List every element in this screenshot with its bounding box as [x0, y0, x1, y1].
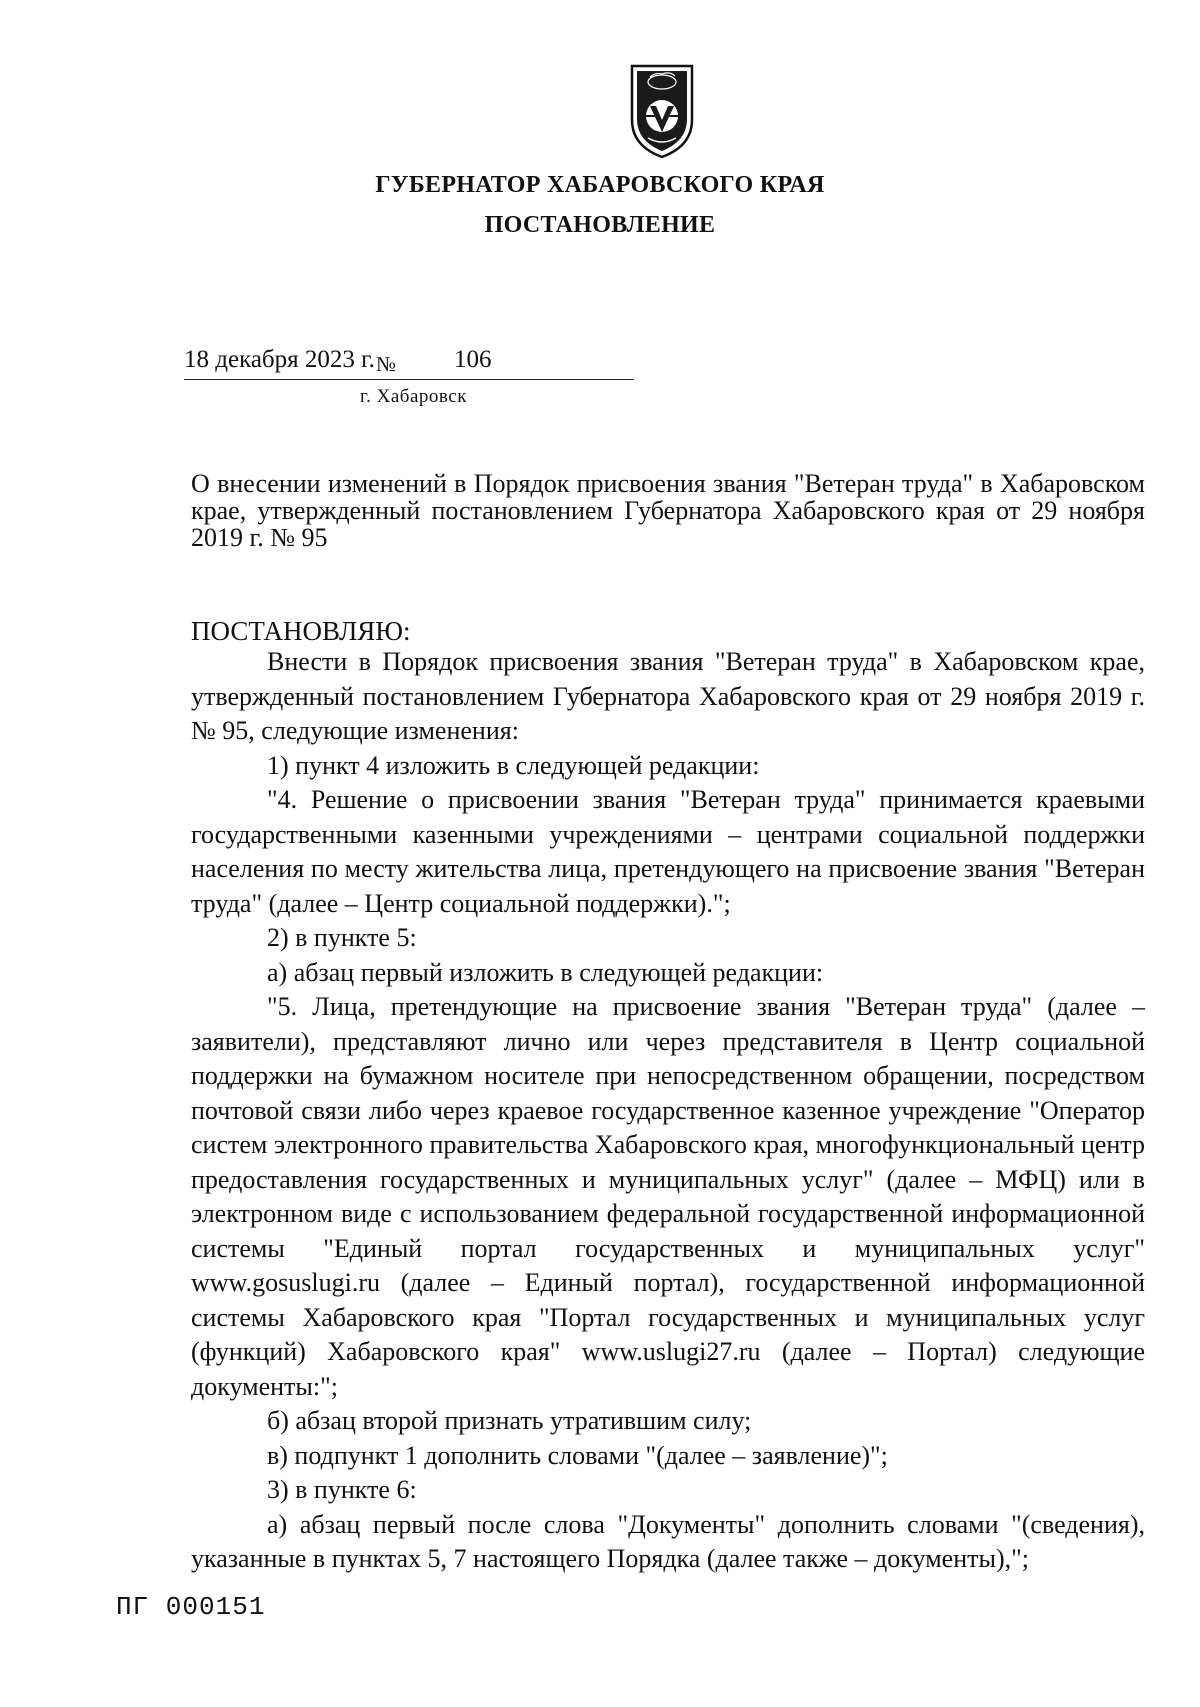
form-serial-code: ПГ 000151 [116, 1592, 266, 1622]
body-paragraph-intro: Внести в Порядок присвоения звания "Ветеран труда" в Хабаровском крае, утвержденный постановлением Губернатора Хабаровского края от 29 ноября 2019 г. № 95, следующие изменения: [191, 647, 1145, 745]
body-paragraph-subitem-b: б) абзац второй признать утратившим силу; [267, 1406, 752, 1435]
document-subject: О внесении изменений в Порядок присвоения звания "Ветеран труда" в Хабаровском крае, утвержденный постановлением Губернатора Хабаровского края от 29 ноября 2019 г. № 95 [191, 469, 1145, 552]
decree-keyword: ПОСТАНОВЛЯЮ: [191, 616, 411, 646]
body-paragraph-item-3: 3) в пункте 6: [267, 1475, 417, 1504]
document-number: 106 [454, 346, 492, 373]
date-number-line [184, 346, 634, 382]
number-sign: № [376, 352, 397, 376]
body-paragraph-point-6: а) абзац первый после слова "Документы" дополнить словами "(сведения), указанные в пунктах 5, 7 настоящего Порядка (далее также – документы),"; [191, 1509, 1145, 1573]
document-type: ПОСТАНОВЛЕНИЕ [484, 212, 716, 238]
body-paragraph-point-5: "5. Лица, претендующие на присвоение звания "Ветеран труда" (далее – заявители), представляют лично или через представителя в Центр социальной поддержки на бумажном носителе при непосредственном обращении, посредством почтовой связи либо через краевое государственное казенное учреждение "Оператор систем электронного правительства Хабаровского края, многофункциональный центр предоставления государственных и муниципальных услуг" (далее – МФЦ) или в электронном виде с использованием федеральной государственной информационной системы "Единый портал государственных и муниципальных услуг" www.gosuslugi.ru (далее – Единый портал), государственной информационной системы Хабаровского края "Портал государственных и муниципальных услуг (функций) Хабаровского края" www.uslugi27.ru (далее – Портал) следующие документы:"; [191, 992, 1145, 1401]
body-paragraph-subitem-v: в) подпункт 1 дополнить словами "(далее – заявление)"; [267, 1440, 888, 1470]
coat-of-arms-icon [628, 62, 696, 160]
body-paragraph-item-2: 2) в пункте 5: [267, 923, 417, 952]
body-paragraph-item-1: 1) пункт 4 изложить в следующей редакции: [267, 750, 760, 780]
body-paragraph-subitem-a: а) абзац первый изложить в следующей редакции: [267, 957, 824, 987]
body-paragraph-point-4: "4. Решение о присвоении звания "Ветеран труда" принимается краевыми государственными казенными учреждениями – центрами социальной поддержки населения по месту жительства лица, претендующего на присвоение звания "Ветеран труда" (далее – Центр социальной поддержки)."; [191, 785, 1145, 918]
document-date: 18 декабря 2023 г. [184, 346, 375, 373]
underline-rule [184, 379, 634, 380]
issuing-authority: ГУБЕРНАТОР ХАБАРОВСКОГО КРАЯ [375, 172, 825, 198]
document-body [191, 645, 1145, 1577]
document-city: г. Хабаровск [360, 386, 467, 407]
